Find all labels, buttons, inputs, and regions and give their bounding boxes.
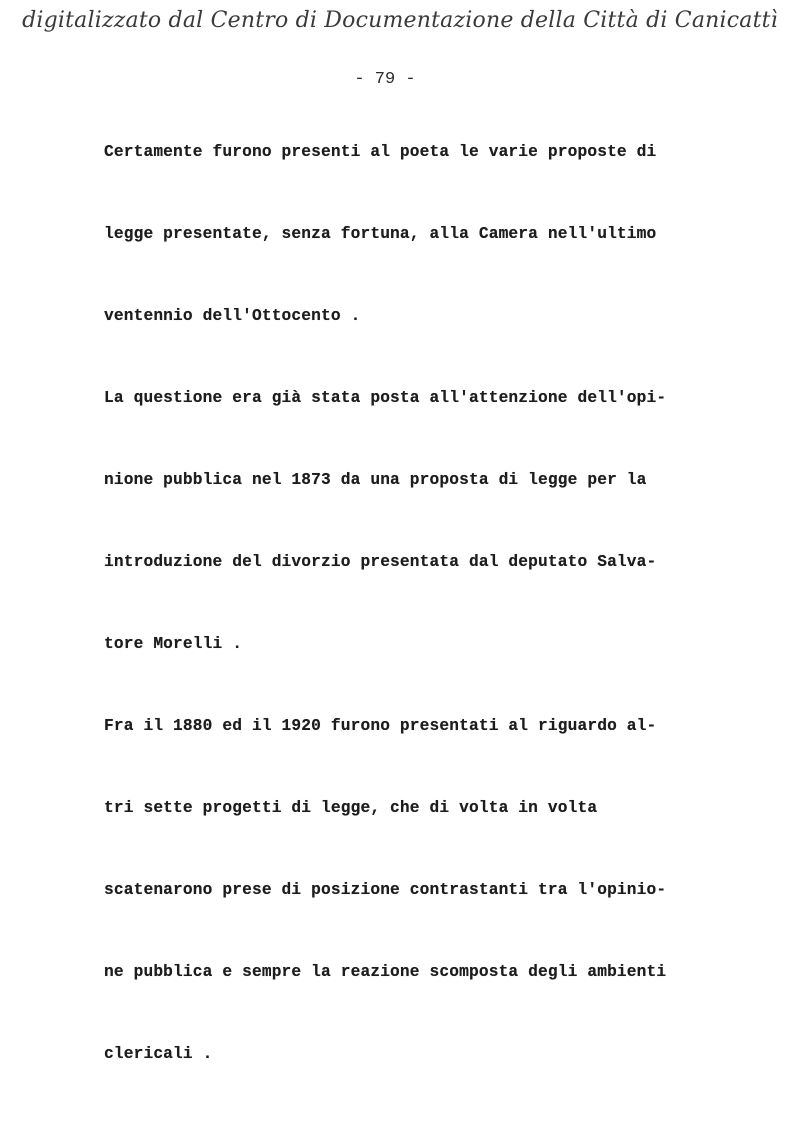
text-line: La questione era già stata posta all'attenzione dell'opi- [104,389,667,407]
text-line: ne pubblica e sempre la reazione scomposta degli ambienti [104,963,667,981]
text-line: scatenarono prese di posizione contrastanti tra l'opinio- [104,881,667,899]
text-line: tore Morelli . [104,635,243,653]
text-line: Fra il 1880 ed il 1920 furono presentati al riguardo al- [104,717,657,735]
text-line: clericali . [104,1045,213,1063]
text-line: introduzione del divorzio presentata dal deputato Salva- [104,553,657,571]
text-line: legge presentate, senza fortuna, alla Camera nell'ultimo [104,225,657,243]
text-line: nione pubblica nel 1873 da una proposta di legge per la [104,471,647,489]
text-line: Certamente furono presenti al poeta le varie proposte di [104,143,657,161]
text-line: tri sette progetti di legge, che di volta in volta [104,799,598,817]
text-line: ventennio dell'Ottocento . [104,307,361,325]
page-number: - 79 - [354,70,416,89]
digitization-watermark: digitalizzato dal Centro di Documentazione della Città di Canicattì [22,8,778,33]
